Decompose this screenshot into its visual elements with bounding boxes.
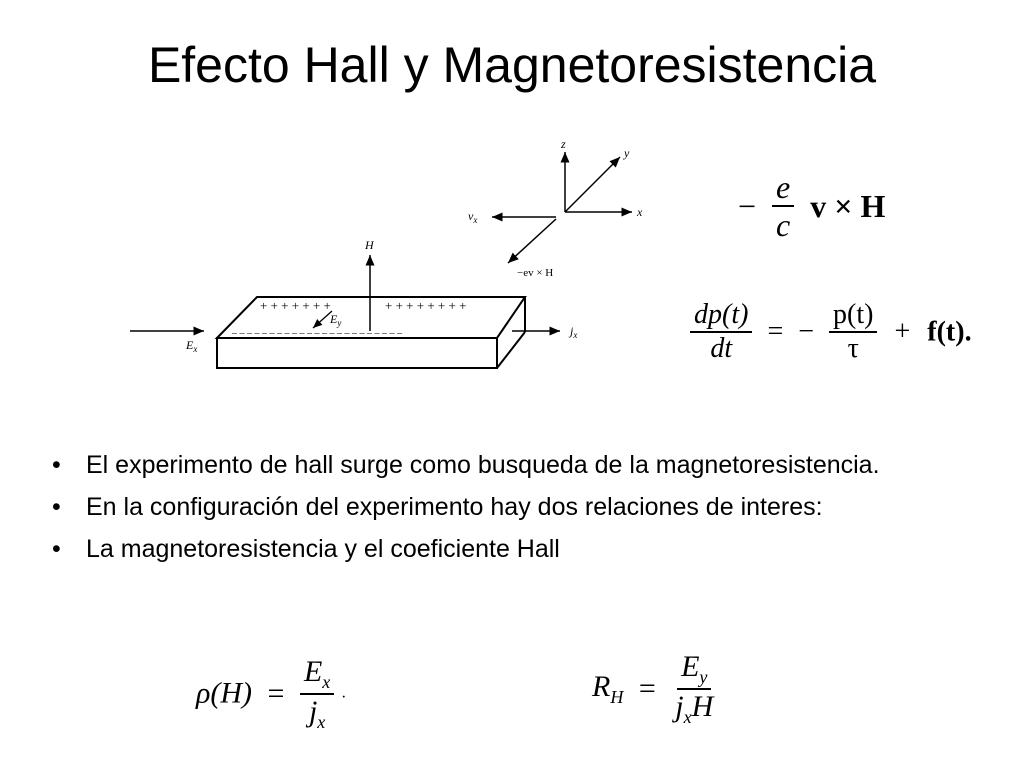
axis-z-label: z (561, 137, 566, 151)
lorentz-rest: v × H (810, 188, 886, 225)
rho-tail: . (341, 684, 346, 702)
ey-label: E (330, 312, 338, 326)
drude-mid-num: p(t) (829, 300, 877, 333)
bullet-dot: • (52, 535, 61, 563)
rho-num-sub: x (322, 672, 331, 692)
axis-y-label: y (624, 146, 630, 160)
svg-text:Ey (329, 312, 341, 328)
ey-sub: y (337, 318, 342, 328)
jx-label: j (570, 324, 574, 338)
rho-den: j (308, 694, 318, 728)
slab-front-face (217, 338, 497, 368)
vx-label: v (468, 209, 474, 223)
svg-text:Ex (185, 338, 197, 354)
bullet-item (48, 448, 928, 482)
drude-equals: = (767, 316, 784, 348)
hall-den-sub: x (683, 706, 692, 727)
hall-den-tail: H (691, 689, 714, 723)
rho-equals: = (267, 676, 285, 710)
minus-charges: – – – – – – – – – – – – – – – – – – – – – – – (232, 328, 402, 339)
svg-text:vx (468, 209, 477, 225)
y-axis-line (565, 157, 620, 212)
rho-den-sub: x (317, 711, 326, 732)
lorentz-num: e (772, 170, 794, 207)
drude-lhs-den: dt (710, 332, 733, 364)
hall-coefficient-equation (592, 650, 717, 727)
hall-num: E (681, 650, 700, 683)
vx-sub: x (473, 215, 478, 225)
rho-fraction (300, 655, 334, 732)
drude-equation (690, 300, 972, 365)
bullet-text: El experimento de hall surge como busqueda de la magnetoresistencia. (86, 451, 880, 479)
bullet-list (48, 448, 928, 574)
drude-plus: + (894, 316, 911, 348)
plus-charges-right: + + + + + + + + (385, 298, 467, 313)
svg-text:jx (568, 324, 577, 340)
ex-label: E (186, 338, 194, 352)
hall-lhs: R (592, 669, 611, 703)
hall-den: j (675, 689, 684, 723)
hall-fraction (671, 650, 717, 727)
hall-num-sub: y (699, 667, 708, 687)
h-field-label: H (365, 238, 374, 252)
bullet-item (48, 532, 928, 566)
ex-sub: x (193, 344, 198, 354)
drude-lhs-num: dp(t) (690, 300, 752, 333)
drude-mid-den: τ (847, 332, 859, 364)
hall-lhs-sub: H (610, 686, 624, 707)
lorentz-den: c (776, 207, 791, 244)
bullet-dot: • (52, 451, 61, 479)
slide-title: Efecto Hall y Magnetoresistencia (147, 37, 877, 93)
rho-num: E (303, 655, 323, 688)
axis-x-label: x (637, 205, 643, 219)
bullet-text: En la configuración del experimento hay dos relaciones de interes: (86, 493, 823, 521)
bullet-item (48, 490, 928, 524)
drude-minus: − (798, 316, 815, 348)
drude-lhs-fraction (690, 300, 752, 365)
slab-side-edge (497, 332, 525, 368)
rho-lhs: ρ(H) (196, 676, 253, 710)
magnetoresistance-equation (196, 655, 346, 732)
lorentz-fraction (772, 170, 794, 244)
lorentz-sign: − (738, 188, 757, 225)
hall-equals: = (638, 671, 656, 705)
drude-mid-fraction (829, 300, 877, 365)
bullet-text: La magnetoresistencia y el coeficiente Hall (86, 535, 560, 563)
hall-slab-diagram (120, 235, 600, 385)
force-label: −ev × H (517, 267, 554, 279)
drude-force: f(t). (927, 316, 972, 348)
jx-sub: x (573, 330, 578, 340)
plus-charges-left: + + + + + + + (260, 298, 331, 313)
bullet-dot: • (52, 493, 61, 521)
lorentz-force-equation (738, 170, 885, 244)
